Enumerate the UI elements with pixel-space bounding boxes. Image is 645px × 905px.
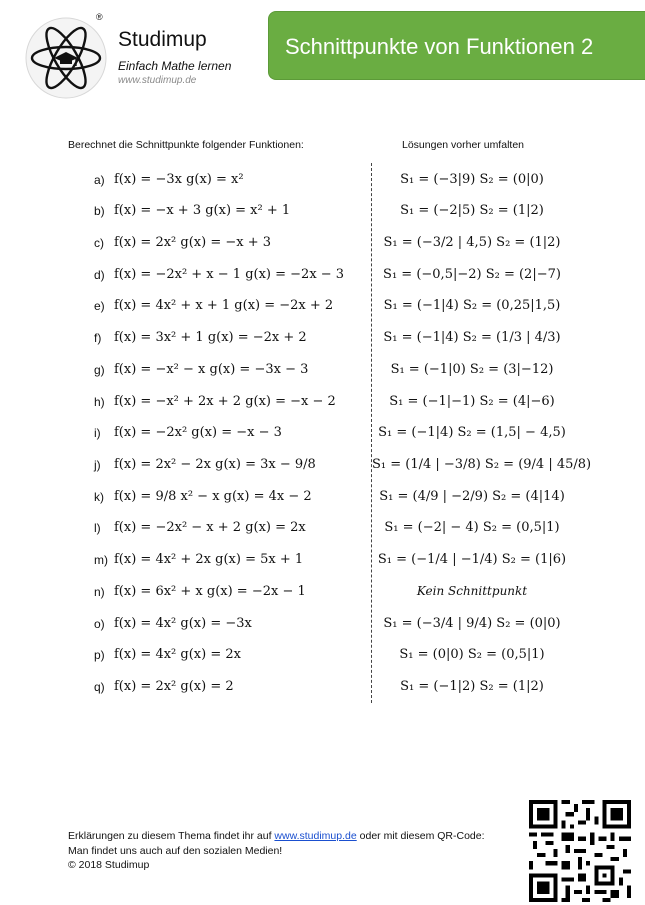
exercise-solution: S₁ = (−3|9) S₂ = (0|0) [400,172,544,187]
exercise-task: f(x) = −2x² g(x) = −x − 3 [114,425,282,440]
exercise-solution: S₁ = (−1|4) S₂ = (1/3 | 4/3) [383,330,561,345]
exercise-row [0,644,645,670]
exercise-label: l) [94,521,101,535]
exercise-task: f(x) = −x² + 2x + 2 g(x) = −x − 2 [114,394,336,409]
exercise-row [0,295,645,321]
copyright-notice: © 2018 Studimup [68,859,150,871]
brand-url[interactable]: www.studimup.de [118,75,197,86]
exercise-solution: S₁ = (−0,5|−2) S₂ = (2|−7) [383,267,561,282]
exercise-solution: S₁ = (−2|5) S₂ = (1|2) [400,203,544,218]
exercise-task: f(x) = 4x² + 2x g(x) = 5x + 1 [114,552,304,567]
registered-mark: ® [96,12,103,22]
exercise-label: f) [94,331,102,345]
brand-tagline: Einfach Mathe lernen [118,59,232,73]
exercise-task: f(x) = −3x g(x) = x² [114,172,244,187]
instructions-heading: Berechnet die Schnittpunkte folgender Funktionen: [68,139,304,151]
exercise-row [0,264,645,290]
exercise-task: f(x) = 9/8 x² − x g(x) = 4x − 2 [114,489,312,504]
exercise-task: f(x) = 6x² + x g(x) = −2x − 1 [114,584,306,599]
exercise-task: f(x) = 4x² g(x) = 2x [114,647,241,662]
exercise-solution: S₁ = (1/4 | −3/8) S₂ = (9/4 | 45/8) [372,457,592,472]
exercise-task: f(x) = 2x² − 2x g(x) = 3x − 9/8 [114,457,316,472]
exercise-solution: S₁ = (−1|4) S₂ = (0,25|1,5) [383,298,561,313]
exercise-task: f(x) = −x² − x g(x) = −3x − 3 [114,362,309,377]
qr-code-icon[interactable] [529,800,631,902]
exercise-row [0,549,645,575]
footer-social-line: Man findet uns auch auf den sozialen Medien! [68,844,283,857]
exercise-label: c) [94,236,104,250]
exercise-task: f(x) = −2x² − x + 2 g(x) = 2x [114,520,306,535]
exercise-row [0,454,645,480]
exercise-solution: S₁ = (4/9 | −2/9) S₂ = (4|14) [379,489,565,504]
exercise-solution: S₁ = (−3/2 | 4,5) S₂ = (1|2) [383,235,561,250]
exercise-solution: S₁ = (0|0) S₂ = (0,5|1) [399,647,545,662]
exercise-label: h) [94,395,105,409]
exercise-row [0,391,645,417]
exercise-solution: S₁ = (−2| − 4) S₂ = (0,5|1) [384,520,560,535]
exercise-label: n) [94,585,105,599]
exercise-row [0,200,645,226]
exercise-label: a) [94,173,105,187]
exercise-task: f(x) = 4x² g(x) = −3x [114,616,252,631]
exercise-label: q) [94,680,105,694]
solutions-heading: Lösungen vorher umfalten [402,139,524,151]
exercise-solution: S₁ = (−3/4 | 9/4) S₂ = (0|0) [383,616,561,631]
exercise-label: m) [94,553,108,567]
exercise-solution: S₁ = (−1|2) S₂ = (1|2) [400,679,544,694]
exercise-task: f(x) = 2x² g(x) = −x + 3 [114,235,271,250]
exercise-row [0,613,645,639]
footer-line-1-suffix: oder mit diesem QR-Code: [356,830,485,842]
exercise-task: f(x) = −2x² + x − 1 g(x) = −2x − 3 [114,267,345,282]
exercise-solution: S₁ = (−1|0) S₂ = (3|−12) [390,362,554,377]
exercise-label: i) [94,426,101,440]
exercise-row [0,422,645,448]
exercise-row [0,517,645,543]
exercise-label: o) [94,617,105,631]
exercise-row [0,486,645,512]
footer-line-1 [68,829,485,844]
exercise-solution: S₁ = (−1|−1) S₂ = (4|−6) [389,394,555,409]
exercise-row [0,359,645,385]
exercise-label: j) [94,458,101,472]
exercise-row [0,581,645,607]
exercise-label: d) [94,268,105,282]
exercise-label: e) [94,299,105,313]
exercise-row [0,327,645,353]
exercise-solution: Kein Schnittpunkt [416,584,528,598]
exercise-solution: S₁ = (−1|4) S₂ = (1,5| − 4,5) [378,425,566,440]
studimup-logo [24,16,108,100]
footer-line-1-prefix: Erklärungen zu diesem Thema findet ihr auf [68,830,275,842]
website-link[interactable]: www.studimup.de [274,830,357,842]
exercise-label: p) [94,648,105,662]
exercise-task: f(x) = 4x² + x + 1 g(x) = −2x + 2 [114,298,334,313]
exercise-row [0,676,645,702]
exercise-task: f(x) = −x + 3 g(x) = x² + 1 [114,203,291,218]
exercise-row [0,232,645,258]
exercise-label: k) [94,490,104,504]
exercise-solution: S₁ = (−1/4 | −1/4) S₂ = (1|6) [377,552,567,567]
exercise-task: f(x) = 3x² + 1 g(x) = −2x + 2 [114,330,307,345]
brand-name: Studimup [118,28,207,51]
footer [68,829,485,873]
exercise-label: g) [94,363,105,377]
exercise-row [0,169,645,195]
worksheet-title: Schnittpunkte von Funktionen 2 [268,11,645,80]
exercise-task: f(x) = 2x² g(x) = 2 [114,679,234,694]
exercise-label: b) [94,204,105,218]
